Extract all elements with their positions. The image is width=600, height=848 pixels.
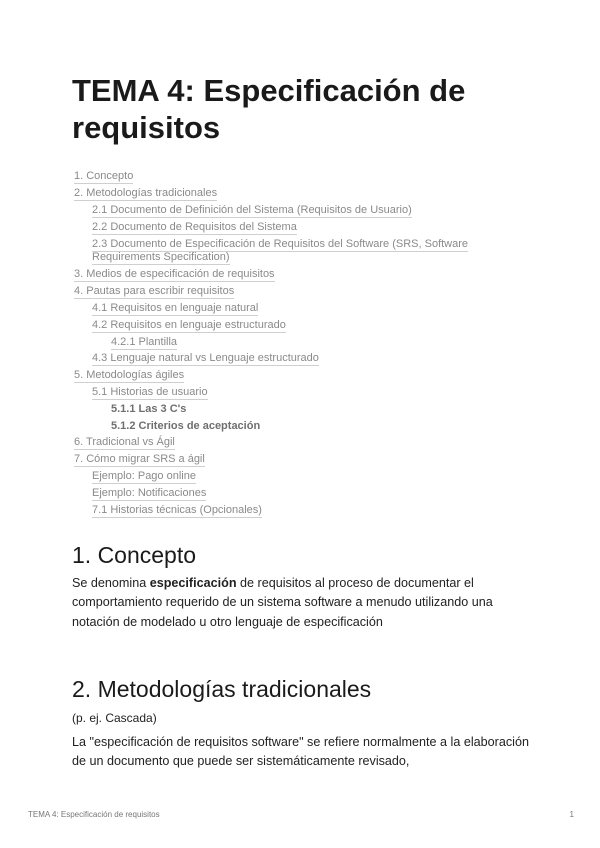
- toc-link-5-1-2[interactable]: 5.1.2 Criterios de aceptación: [111, 420, 261, 432]
- toc-link-concepto[interactable]: 1. Concepto: [74, 170, 134, 182]
- page-number: 1: [569, 810, 574, 819]
- section-heading-concepto: 1. Concepto: [72, 542, 197, 568]
- toc-link-5-1[interactable]: 5.1 Historias de usuario: [92, 386, 208, 398]
- toc-link-agiles[interactable]: 5. Metodologías ágiles: [74, 369, 185, 381]
- toc-link-2-3[interactable]: 2.3 Documento de Especificación de Requisitos del Software (SRS, Software Requirements Specification): [92, 238, 469, 263]
- toc-link-2-2[interactable]: 2.2 Documento de Requisitos del Sistema: [92, 221, 297, 233]
- paragraph-text: de requisitos al proceso de documentar el comportamiento requerido de un sistema software a menudo utilizando una notación de modelado u otro lenguaje de especificación: [72, 576, 493, 629]
- section-concepto-paragraph: [72, 574, 532, 632]
- toc-link-7-1[interactable]: 7.1 Historias técnicas (Opcionales): [92, 504, 262, 516]
- page-footer: [28, 810, 574, 819]
- footer-title: TEMA 4: Especificación de requisitos: [28, 810, 160, 819]
- toc-link-ejemplo-pago[interactable]: Ejemplo: Pago online: [92, 470, 196, 482]
- toc-link-pautas[interactable]: 4. Pautas para escribir requisitos: [74, 285, 235, 297]
- toc-link-5-1-1[interactable]: 5.1.1 Las 3 C's: [111, 403, 187, 415]
- toc-link-4-1[interactable]: 4.1 Requisitos en lenguaje natural: [92, 302, 259, 314]
- section-metodologias-paragraph: La "especificación de requisitos software" se refiere normalmente a la elaboración de un documento que puede ser sistemáticamente revisado,: [72, 735, 529, 769]
- paragraph-text: Se denomina: [72, 576, 150, 590]
- bold-term: especificación: [149, 576, 237, 590]
- toc-link-4-2-1[interactable]: 4.2.1 Plantilla: [111, 336, 178, 348]
- section-note: (p. ej. Cascada): [72, 711, 157, 725]
- toc-link-metodologias-tradicionales[interactable]: 2. Metodologías tradicionales: [74, 187, 218, 199]
- toc-link-4-2[interactable]: 4.2 Requisitos en lenguaje estructurado: [92, 319, 286, 331]
- toc-link-4-3[interactable]: 4.3 Lenguaje natural vs Lenguaje estructurado: [92, 352, 319, 364]
- toc-link-medios[interactable]: 3. Medios de especificación de requisitos: [74, 268, 275, 280]
- toc-link-2-1[interactable]: 2.1 Documento de Definición del Sistema (Requisitos de Usuario): [92, 204, 412, 216]
- page-title: TEMA 4: Especificación de requisitos: [72, 73, 466, 145]
- section-heading-metodologias: 2. Metodologías tradicionales: [72, 676, 372, 702]
- toc-link-tradicional-vs-agil[interactable]: 6. Tradicional vs Ágil: [74, 436, 175, 448]
- toc-link-ejemplo-notificaciones[interactable]: Ejemplo: Notificaciones: [92, 487, 207, 499]
- toc-link-migrar[interactable]: 7. Cómo migrar SRS a ágil: [74, 453, 205, 465]
